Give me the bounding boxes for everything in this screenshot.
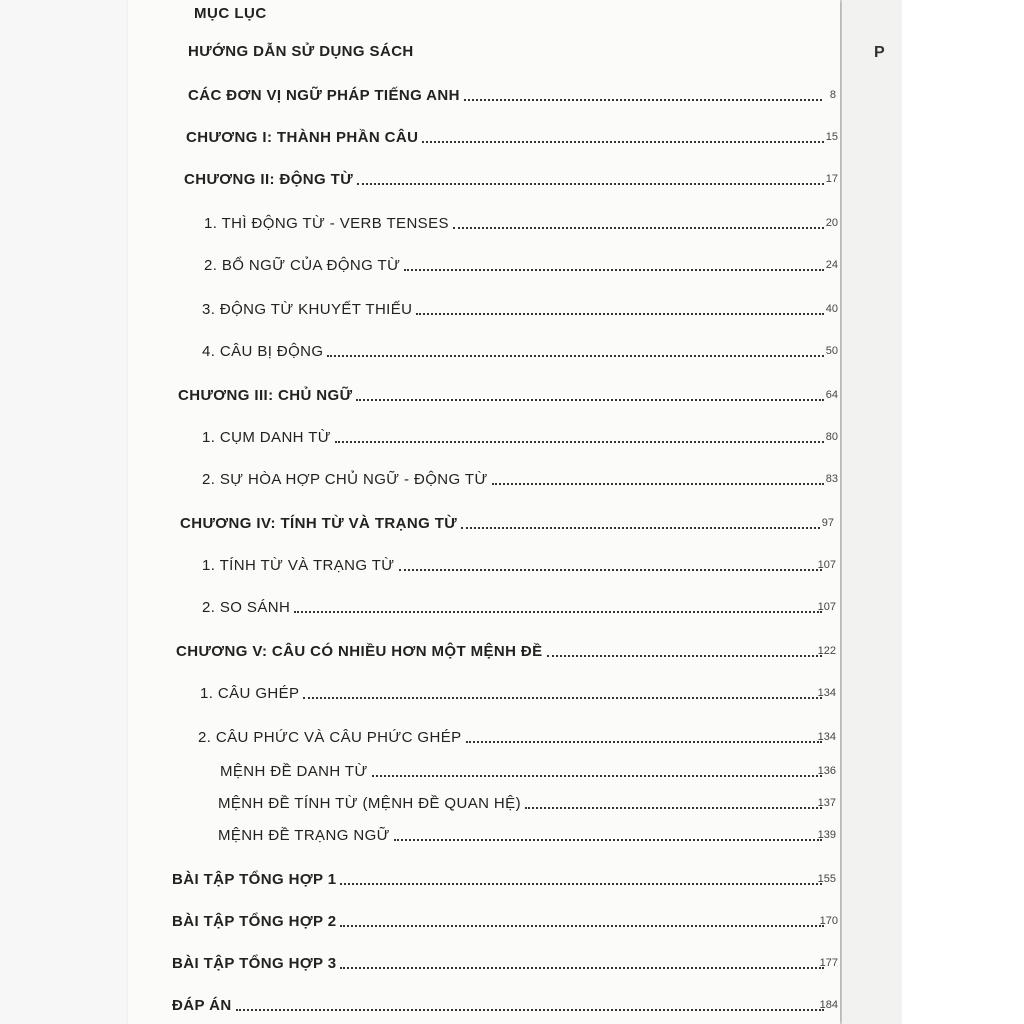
toc-page-number: 134 (817, 687, 836, 699)
toc-entry (188, 80, 836, 104)
toc-entry-label: 2. BỔ NGỮ CỦA ĐỘNG TỪ (204, 257, 401, 274)
toc-entry (180, 508, 834, 532)
toc-entry-label: CHƯƠNG III: CHỦ NGỮ (178, 387, 353, 404)
toc-page-number: 170 (819, 915, 838, 927)
toc-entry (178, 380, 838, 404)
toc-entry-label: BÀI TẬP TỔNG HỢP 1 (172, 871, 337, 888)
next-page-edge (842, 0, 902, 1024)
toc-title: MỤC LỤC (194, 5, 267, 22)
toc-page-number: 107 (817, 601, 836, 613)
toc-page-number: 134 (817, 731, 836, 743)
background-left (0, 0, 130, 1024)
toc-entry (204, 250, 838, 274)
toc-page-number: 177 (819, 957, 838, 969)
toc-entry-label: CÁC ĐƠN VỊ NGỮ PHÁP TIẾNG ANH (188, 87, 460, 104)
toc-entry-label: CHƯƠNG IV: TÍNH TỪ VÀ TRẠNG TỪ (180, 515, 458, 532)
toc-entry (172, 906, 838, 930)
toc-leader (236, 1009, 824, 1011)
toc-entry-label: BÀI TẬP TỔNG HỢP 2 (172, 913, 337, 930)
toc-leader (547, 655, 822, 657)
toc-page-number: 107 (817, 559, 836, 571)
toc-page-number: 20 (825, 217, 838, 229)
toc-page-number: 97 (821, 517, 834, 529)
toc-entry (218, 820, 836, 844)
toc-entry-label: CHƯƠNG II: ĐỘNG TỪ (184, 171, 354, 188)
toc-leader (340, 883, 822, 885)
toc-entry-label: 3. ĐỘNG TỪ KHUYẾT THIẾU (202, 301, 413, 318)
toc-leader (394, 839, 822, 841)
toc-leader (340, 925, 824, 927)
toc-entry (202, 422, 838, 446)
toc-leader (340, 967, 824, 969)
toc-leader (466, 741, 822, 743)
toc-entry (202, 592, 836, 616)
toc-entry-label: CHƯƠNG I: THÀNH PHẦN CÂU (186, 129, 419, 146)
toc-page-number: 137 (817, 797, 836, 809)
toc-entry-label: HƯỚNG DẪN SỬ DỤNG SÁCH (188, 43, 414, 60)
toc-leader (327, 355, 824, 357)
toc-page (128, 0, 840, 1024)
toc-entry (204, 208, 838, 232)
toc-leader (453, 227, 824, 229)
toc-entry (202, 294, 838, 318)
toc-entry-label: 1. CỤM DANH TỪ (202, 429, 331, 446)
toc-leader (416, 313, 824, 315)
toc-entry-label: MỆNH ĐỀ TRẠNG NGỮ (218, 827, 390, 844)
toc-leader (464, 99, 822, 101)
toc-entry-label: 1. CÂU GHÉP (200, 685, 300, 702)
toc-leader (303, 697, 822, 699)
toc-leader (461, 527, 820, 529)
toc-entry-label: 2. CÂU PHỨC VÀ CÂU PHỨC GHÉP (198, 729, 462, 746)
toc-leader (525, 807, 822, 809)
toc-entry (198, 722, 836, 746)
next-page-letter: P (874, 44, 885, 61)
toc-entry-label: CHƯƠNG V: CÂU CÓ NHIỀU HƠN MỘT MỆNH ĐỀ (176, 643, 543, 660)
background-right (902, 0, 1024, 1024)
toc-leader (335, 441, 824, 443)
toc-entry (176, 636, 836, 660)
toc-entry-label: 1. TÍNH TỪ VÀ TRẠNG TỪ (202, 557, 395, 574)
toc-page-number: 83 (825, 473, 838, 485)
toc-entry-label: 4. CÂU BỊ ĐỘNG (202, 343, 324, 360)
toc-entry (202, 336, 838, 360)
toc-entry-label: 2. SỰ HÒA HỢP CHỦ NGỮ - ĐỘNG TỪ (202, 471, 488, 488)
toc-page-number: 40 (825, 303, 838, 315)
toc-entry-label: 2. SO SÁNH (202, 599, 291, 616)
toc-leader (372, 775, 822, 777)
toc-entry-label: MỆNH ĐỀ DANH TỪ (220, 763, 368, 780)
toc-leader (356, 399, 824, 401)
toc-page-number: 80 (825, 431, 838, 443)
toc-entry (172, 948, 838, 972)
toc-page-number: 155 (817, 873, 836, 885)
toc-entry (200, 678, 836, 702)
toc-leader (399, 569, 822, 571)
toc-page-number: 139 (817, 829, 836, 841)
toc-entry-label: 1. THÌ ĐỘNG TỪ - VERB TENSES (204, 215, 449, 232)
toc-entry (220, 756, 836, 780)
toc-page-number: 136 (817, 765, 836, 777)
toc-entry-label: BÀI TẬP TỔNG HỢP 3 (172, 955, 337, 972)
toc-entry-label: ĐÁP ÁN (172, 997, 232, 1014)
toc-page-number: 15 (825, 131, 838, 143)
toc-page-number: 122 (817, 645, 836, 657)
toc-entry (202, 464, 838, 488)
toc-entry-label: MỆNH ĐỀ TÍNH TỪ (MỆNH ĐỀ QUAN HỆ) (218, 795, 521, 812)
toc-entry (184, 164, 838, 188)
toc-page-number: 50 (825, 345, 838, 357)
toc-page-number: 64 (825, 389, 838, 401)
toc-page-number: 8 (829, 89, 836, 101)
toc-leader (357, 183, 824, 185)
toc-entry (186, 122, 838, 146)
toc-entry (188, 36, 488, 60)
toc-leader (294, 611, 822, 613)
toc-page-number: 24 (825, 259, 838, 271)
toc-entry (218, 788, 836, 812)
toc-entry (172, 990, 838, 1014)
toc-leader (404, 269, 824, 271)
toc-entry (202, 550, 836, 574)
toc-entry (172, 864, 836, 888)
toc-page-number: 184 (819, 999, 838, 1011)
toc-leader (492, 483, 824, 485)
toc-leader (422, 141, 824, 143)
toc-page-number: 17 (825, 173, 838, 185)
